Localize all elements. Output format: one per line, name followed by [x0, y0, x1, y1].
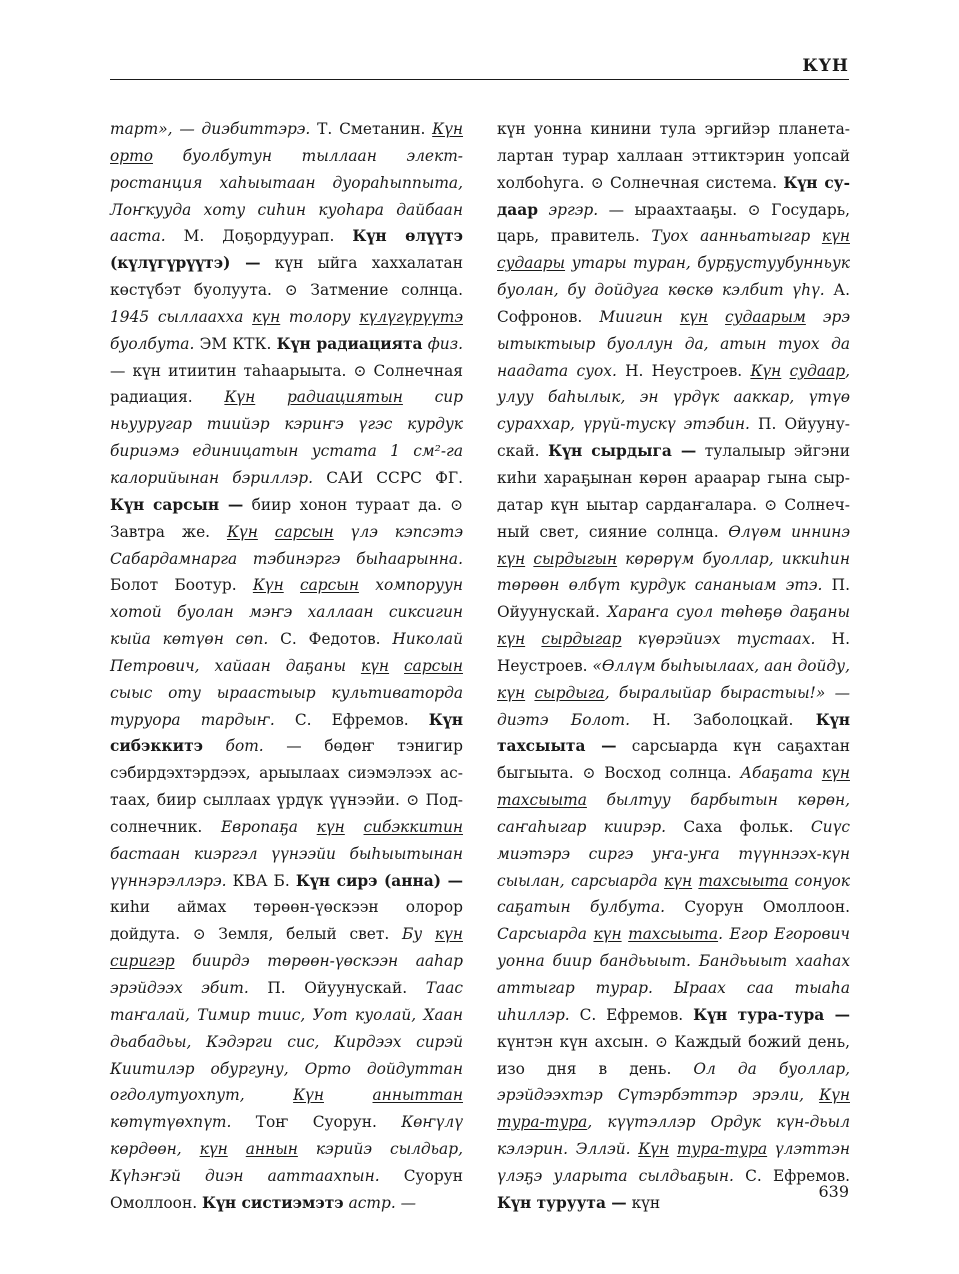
text-run: бот. [202, 737, 264, 756]
text-run: М. Доҕордуурап. [165, 227, 353, 246]
text-run: Ол да буоллар, эрэйдээхтэр Сүтэрбэттэр эрэли, [497, 1059, 850, 1105]
text-run: тарт», — диэбиттэрэ. [110, 120, 311, 138]
text-run: Н. Неустроев. [616, 361, 751, 380]
underlined-term: Күн [293, 1086, 324, 1105]
underlined-term: күн [360, 656, 390, 675]
text-run: . Егор Егорович уонна биир бандьыыт. Бандьыыт хааһах аттыгар турар. Ыраах саа тыаһа иһиллэр. [497, 925, 851, 1024]
underlined-term: сарсын [300, 576, 359, 595]
text-run: ЭМ КТК. [194, 334, 277, 353]
underlined-term: анныттан [372, 1086, 463, 1105]
underlined-term: сиригэр [110, 952, 175, 971]
text-run: Сиүс миэтэрэ сиргэ уҥа-уҥа түүннээх-күн сыылан, сарсыарда [497, 817, 850, 890]
text-run: физ. [422, 334, 463, 353]
text-run: Көҥүлү көрдөөн, [110, 1113, 463, 1159]
underlined-term: Күн [432, 120, 464, 138]
text-run: Болот Боотур. [110, 576, 253, 595]
text-run: Таас таҥалай, Тимир тиис, Уот куолай, Хаан дьабадьы, Кэдэрги сис, Кирдээх сирэй Киитилэр обургуну, Орто дойдуттан огдолутуохпут, [110, 979, 464, 1105]
text-run: — ыраахтааҕы. ⊙ Государь, царь, правитель. [497, 200, 850, 246]
text-run: С. Ефремов. [733, 1166, 850, 1185]
text-run: С. Федотов. [268, 630, 393, 649]
text-run: эргэр. [537, 200, 599, 219]
underlined-term: радиациятын [286, 388, 403, 407]
text-run: , быралыйар бырастыы!» — диэтэ Болот. [497, 683, 850, 729]
text-run: буолбутун тыллаан электростанция хаһыытаан дуораһыппыта, Лоҥкууда хоту сиһин куоһара дайбаан аастa. [110, 146, 463, 246]
text-run: Сарсыарда [497, 925, 594, 944]
underlined-term: күн [497, 549, 526, 568]
underlined-term: судаар [789, 361, 846, 380]
headword: Күн радиацията [276, 334, 423, 353]
text-run: кэрийэ сылдьар, Күһэҥэй диэн ааттаахпын. [110, 1140, 463, 1185]
text-run [255, 388, 287, 406]
text-run: САИ ССРС ФГ. [313, 468, 463, 487]
underlined-term: сарсын [404, 656, 463, 675]
text-run [258, 523, 275, 541]
text-run: бастаан киэргэл үүнээйи быһыытынан үүннэрэллэрэ. [110, 844, 463, 890]
text-run: сонуок саҕатын булбута. [497, 871, 850, 917]
underlined-term: Күн [638, 1140, 670, 1159]
underlined-term: судаарым [725, 307, 806, 326]
text-run: көрөрүм буоллар, иккиһин төрөөн өлбүт курдук сананыам этэ. [497, 549, 850, 595]
underlined-term: орто [110, 146, 153, 165]
text-run: Туох аанньатыгар [651, 227, 822, 246]
text-run [228, 1140, 246, 1158]
text-run: сир ньууругар тиийэр кэриҥэ үгэс курдук бириэмэ единицатын устата 1 см²-га калорийынан бэриллэр. [110, 388, 463, 487]
text-run: Николай Петрович, хайаан даҕаны [110, 630, 464, 675]
text-run: Н. Неустроев. [497, 630, 850, 675]
underlined-term: күн [679, 307, 708, 326]
text-run: утары туран, бурҕустуубунньук буолан, бу дойдуга көскө кэлбит үһү. [497, 254, 850, 300]
text-run: , күүтэллэр Ордук күн-дьыл кэлэрин. Эллэй. [497, 1113, 850, 1159]
text-run: астр. — [343, 1193, 416, 1212]
underlined-term: тахсыыта [628, 925, 719, 944]
underlined-term: күн судаары [497, 227, 850, 273]
text-run: П. Ойуунускай. [497, 415, 850, 461]
right-column-text [497, 116, 850, 1217]
headword: Күн туруута — [497, 1193, 627, 1212]
left-column-text [110, 116, 463, 1217]
underlined-term: күлүгүрүүтэ [359, 307, 463, 326]
text-run: тулалыыр эйгэни киһи хараҕынан көрөн араарар гына сырдатар күн ыытар сардаҥалара. ⊙ Солнечный свет, сияние солнца. [497, 442, 850, 541]
text-run [324, 1086, 373, 1104]
text-run: күн уонна кинини тула эргийэр планеталартан турар халлаан эттиктэрин уопсай холбоһуга. ⊙ Солнечная система. [497, 120, 850, 192]
underlined-term: сырдыгар [541, 630, 622, 649]
underlined-term: сырдыга [534, 683, 605, 702]
text-run [525, 630, 541, 648]
text-run: — күн итиитин таһаарыыта. ⊙ Солнечная радиация. [110, 361, 463, 407]
text-run: П. Ойуунускай. [248, 979, 426, 997]
text-run [284, 576, 300, 594]
underlined-term: тахсыыта [698, 871, 789, 890]
underlined-term: сарсын [274, 522, 334, 541]
running-head: КҮН [802, 56, 849, 76]
text-run: Абаҕата [740, 764, 822, 783]
text-run: Бу [401, 925, 435, 944]
text-run: Суорун Омоллоон. [665, 898, 850, 917]
text-run: биир хонон тураат да. ⊙ Завтра же. [110, 495, 463, 541]
text-run [708, 308, 725, 326]
underlined-term: сибэккитин [363, 817, 463, 836]
underlined-term: Күн [227, 522, 258, 541]
text-run: Европаҕа [220, 817, 317, 836]
text-run: күөрэйиэх тустаах. [621, 630, 816, 649]
text-run: күнтэн күн ахсын. ⊙ Каждый божий день, изо дня в день. [497, 1032, 850, 1078]
left-column [110, 116, 463, 1217]
underlined-term: күн [663, 871, 693, 890]
headword: Күн сарсын — [110, 495, 244, 514]
text-run: буолбута. [110, 334, 195, 353]
headword: Күн тахсыыта — [497, 710, 850, 756]
text-run: толору [280, 307, 360, 326]
text-run: Миигин [599, 307, 680, 326]
text-run: көтүтүөхпүт. [110, 1113, 232, 1132]
text-run: сарсыарда күн саҕахтан быгыыта. ⊙ Восход солнца. [497, 737, 851, 783]
underlined-term: күн [316, 817, 345, 836]
underlined-term: Күн [819, 1086, 850, 1105]
underlined-term: Күн [750, 361, 782, 380]
text-run: — бөдөҥ тэнигир сэбирдэхтэрдээх, арыылаах сиэмэлээх астаах, биир сыллаах үрдүк үүнээйи. ⊙ Подсолнечник. [110, 737, 463, 836]
text-run: КВА Б. [226, 871, 296, 890]
text-run: А. Софронов. [497, 281, 850, 326]
text-run: Тоҥ Суорун. [231, 1113, 402, 1132]
header-rule [110, 79, 849, 80]
text-run: Өлүөм иннинэ [728, 522, 850, 541]
text-run: күн [626, 1193, 661, 1212]
text-run: Суорун Омоллоон. [110, 1166, 463, 1212]
text-run: , улуу баһылык, эн үрдүк ааккар, үтүө сураххар, үрүй-тускү этэбин. [497, 361, 850, 434]
text-run: С. Ефремов. [274, 710, 429, 729]
text-run: күн ыйга хаххалатан көстүбэт буолуута. ⊙ Затмение солнца. [110, 254, 463, 300]
underlined-term: күн [497, 630, 526, 649]
text-run: эрэ ытыктыыр буоллун да, атын туох да наадата суох. [497, 307, 850, 380]
headword: Күн өлүүтэ (күлүгүрүүтэ) — [110, 227, 463, 273]
headword: Күн сибэккитэ [110, 710, 463, 756]
underlined-term: тура-тура [676, 1140, 768, 1159]
text-run: Хараҥа суол төһөҕө даҕаны [607, 603, 850, 622]
headword: Күн судаар [497, 173, 850, 219]
headword: Күн систиэмэтэ [201, 1193, 344, 1212]
headword: Күн сырдыга — [548, 442, 697, 461]
text-run: 1945 сыллаахха [110, 307, 253, 326]
text-run: «Өллүм быһыылаах, аан дойду, [592, 656, 850, 675]
text-run: хомпоруун хотой буолан мэҥэ халлаан сиксигин кыйа көтүөн сөп. [110, 576, 463, 649]
underlined-term: күн [434, 925, 463, 944]
underlined-term: күн [199, 1140, 228, 1159]
text-run [345, 818, 364, 836]
text-run: Н. Заболоцкай. [630, 710, 816, 729]
text-run: сыыс оту ыраастыыр культиваторда туруора тардыҥ. [110, 683, 463, 729]
text-run: Т. Сметанин. [310, 120, 433, 138]
text-run: үлэ кэпсэтэ Сабардамнарга тэбинэргэ быһаарынна. [110, 522, 463, 568]
underlined-term: күн [821, 764, 850, 783]
text-run: П. Ойуунускай. [497, 576, 850, 622]
right-column [497, 116, 850, 1217]
text-run: киһи аймах төрөөн-үөскээн олорор дойдута. ⊙ Земля, белый свет. [110, 898, 463, 944]
text-run: биирдэ төрөөн-үөскээн ааһар эрэйдээх эбит. [110, 952, 463, 997]
text-run: С. Ефремов. [569, 1005, 694, 1024]
headword: Күн сирэ (анна) — [295, 871, 463, 890]
headword: Күн тура-тура — [693, 1005, 850, 1024]
underlined-term: тура-тура [497, 1113, 588, 1132]
text-run: былтуу барбытын көрөн, саҥаһыгар киирэр. [497, 791, 850, 836]
underlined-term: күн [497, 683, 526, 702]
text-run [669, 1140, 677, 1158]
text-run [781, 362, 789, 380]
underlined-term: тахсыыта [497, 791, 587, 810]
page-number: 639 [818, 1182, 849, 1201]
underlined-term: сырдыгын [533, 549, 618, 568]
text-run [389, 657, 404, 675]
text-run: үлэттэн үлэҕэ уларыта сылдьаҕын. [497, 1140, 850, 1185]
underlined-term: аннын [245, 1140, 298, 1159]
text-run: Саха фольк. [666, 817, 811, 836]
underlined-term: күн [252, 307, 281, 326]
underlined-term: Күн [224, 388, 256, 407]
underlined-term: Күн [252, 576, 284, 595]
underlined-term: күн [593, 925, 622, 944]
